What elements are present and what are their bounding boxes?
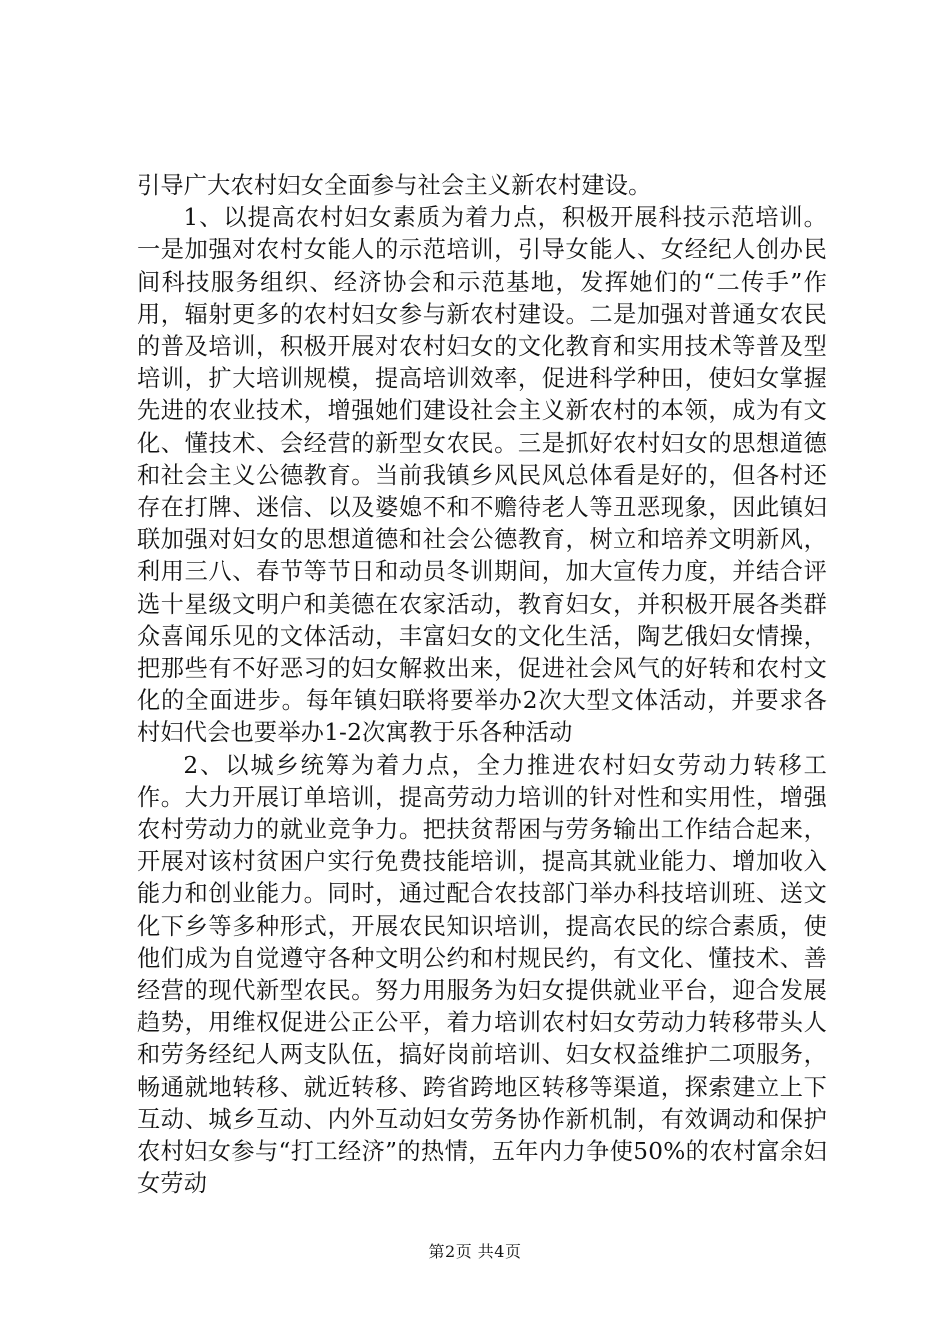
page-number-footer: 第2页 共4页	[428, 1242, 522, 1261]
paragraph-item-1: 1、以提高农村妇女素质为着力点，积极开展科技示范培训。一是加强对农村女能人的示范培训，引导女能人、女经纪人创办民间科技服务组织、经济协会和示范基地，发挥她们的“二传手”作用，辐射更多的农村妇女参与新农村建设。二是加强对普通女农民的普及培训，积极开展对农村妇女的文化教育和实用技术等普及型培训，扩大培训规模，提高培训效率，促进科学种田，使妇女掌握先进的农业技术，增强她们建设社会主义新农村的本领，成为有文化、懂技术、会经营的新型女农民。三是抓好农村妇女的思想道德和社会主义公德教育。当前我镇乡风民风总体看是好的，但各村还存在打牌、迷信、以及婆媳不和不赡待老人等丑恶现象，因此镇妇联加强对妇女的思想道德和社会公德教育，树立和培养文明新风，利用三八、春节等节日和动员冬训期间，加大宣传力度，并结合评选十星级文明户和美德在农家活动，教育妇女，并积极开展各类群众喜闻乐见的文体活动，丰富妇女的文化生活，陶艺俄妇女情操，把那些有不好恶习的妇女解救出来，促进社会风气的好转和农村文化的全面进步。每年镇妇联将要举办2次大型文体活动，并要求各村妇代会也要举办1-2次寓教于乐各种活动	[137, 204, 827, 747]
document-body	[137, 170, 827, 1201]
paragraph-intro-line: 引导广大农村妇女全面参与社会主义新农村建设。	[137, 172, 652, 199]
paragraph-item-2: 2、以城乡统筹为着力点，全力推进农村妇女劳动力转移工作。大力开展订单培训，提高劳动力培训的针对性和实用性，增强农村劳动力的就业竞争力。把扶贫帮困与劳务输出工作结合起来，开展对该村贫困户实行免费技能培训，提高其就业能力、增加收入能力和创业能力。同时，通过配合农技部门举办科技培训班、送文化下乡等多种形式，开展农民知识培训，提高农民的综合素质，使他们成为自觉遵守各种文明公约和村规民约，有文化、懂技术、善经营的现代新型农民。努力用服务为妇女提供就业平台，迎合发展趋势，用维权促进公正公平，着力培训农村妇女劳动力转移带头人和劳务经纪人两支队伍，搞好岗前培训、妇女权益维护二项服务，畅通就地转移、就近转移、跨省跨地区转移等渠道，探索建立上下互动、城乡互动、内外互动妇女劳务协作新机制，有效调动和保护农村妇女参与“打工经济”的热情，五年内力争使50%的农村富余妇女劳动	[137, 751, 827, 1198]
